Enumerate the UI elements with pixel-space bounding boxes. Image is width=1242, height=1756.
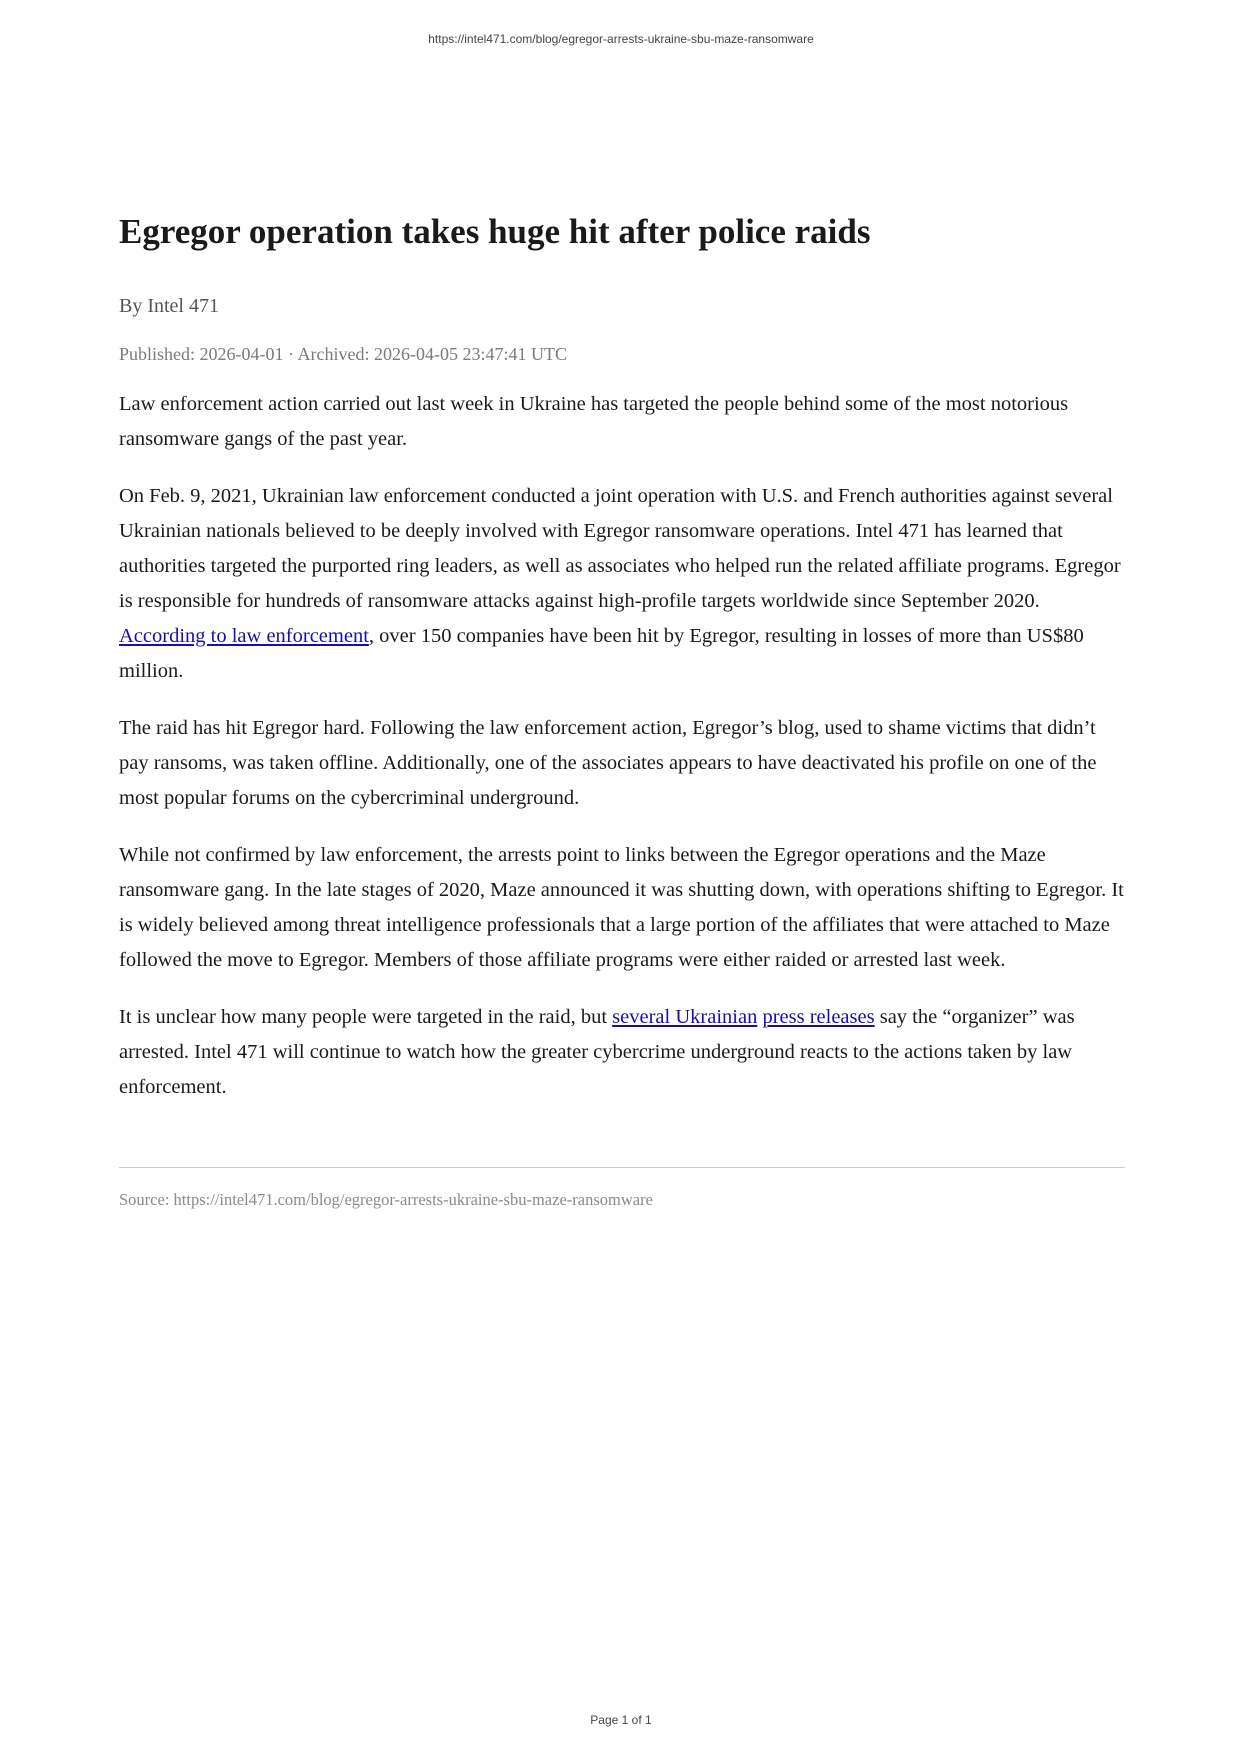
- several-ukrainian-link[interactable]: several Ukrainian: [612, 1006, 758, 1028]
- press-releases-link[interactable]: press releases: [762, 1006, 875, 1028]
- article-title: Egregor operation takes huge hit after police raids: [119, 212, 871, 251]
- article: [119, 210, 1125, 1210]
- paragraph-5-text-after: say the “organizer” was arrested. Intel 471 will continue to watch how the greater cybercrime underground reacts to the actions taken by law enforcement.: [119, 1006, 1075, 1098]
- source-divider: [119, 1167, 1125, 1168]
- paragraph-1: Law enforcement action carried out last week in Ukraine has targeted the people behind some of the most notorious ransomware gangs of the past year.: [119, 393, 1069, 450]
- paragraph-2-text-after: , over 150 companies have been hit by Egregor, resulting in losses of more than US$80 million.: [119, 625, 1084, 682]
- page-number: Page 1 of 1: [590, 1713, 652, 1727]
- article-dates: Published: 2026-04-01 · Archived: 2026-04-05 23:47:41 UTC: [119, 344, 567, 364]
- paragraph-3: The raid has hit Egregor hard. Following the law enforcement action, Egregor’s blog, used to shame victims that didn’t pay ransoms, was taken offline. Additionally, one of the associates appears to have deactivated his profile on one of the most popular forums on the cybercriminal underground.: [119, 717, 1097, 809]
- paragraph-5-text-before: It is unclear how many people were targeted in the raid, but: [119, 1006, 613, 1028]
- according-to-law-enforcement-link[interactable]: According to law enforcement: [119, 625, 369, 647]
- page-url-header: https://intel471.com/blog/egregor-arrests-ukraine-sbu-maze-ransomware: [428, 32, 814, 46]
- paragraph-4: While not confirmed by law enforcement, the arrests point to links between the Egregor operations and the Maze ransomware gang. In the late stages of 2020, Maze announced it was shutting down, with operations shifting to Egregor. It is widely believed among threat intelligence professionals that a large portion of the affiliates that were attached to Maze followed the move to Egregor. Members of those affiliate programs were either raided or arrested last week.: [119, 844, 1124, 971]
- paragraph-5: [119, 1000, 1125, 1105]
- article-byline: By Intel 471: [119, 295, 219, 317]
- source-line: Source: https://intel471.com/blog/egregor-arrests-ukraine-sbu-maze-ransomware: [119, 1190, 653, 1209]
- paragraph-2: [119, 479, 1125, 689]
- paragraph-2-text-before: On Feb. 9, 2021, Ukrainian law enforcement conducted a joint operation with U.S. and French authorities against several Ukrainian nationals believed to be deeply involved with Egregor ransomware operations. Intel 471 has learned that authorities targeted the purported ring leaders, as well as associates who helped run the related affiliate programs. Egregor is responsible for hundreds of ransomware attacks against high-profile targets worldwide since September 2020.: [119, 485, 1121, 612]
